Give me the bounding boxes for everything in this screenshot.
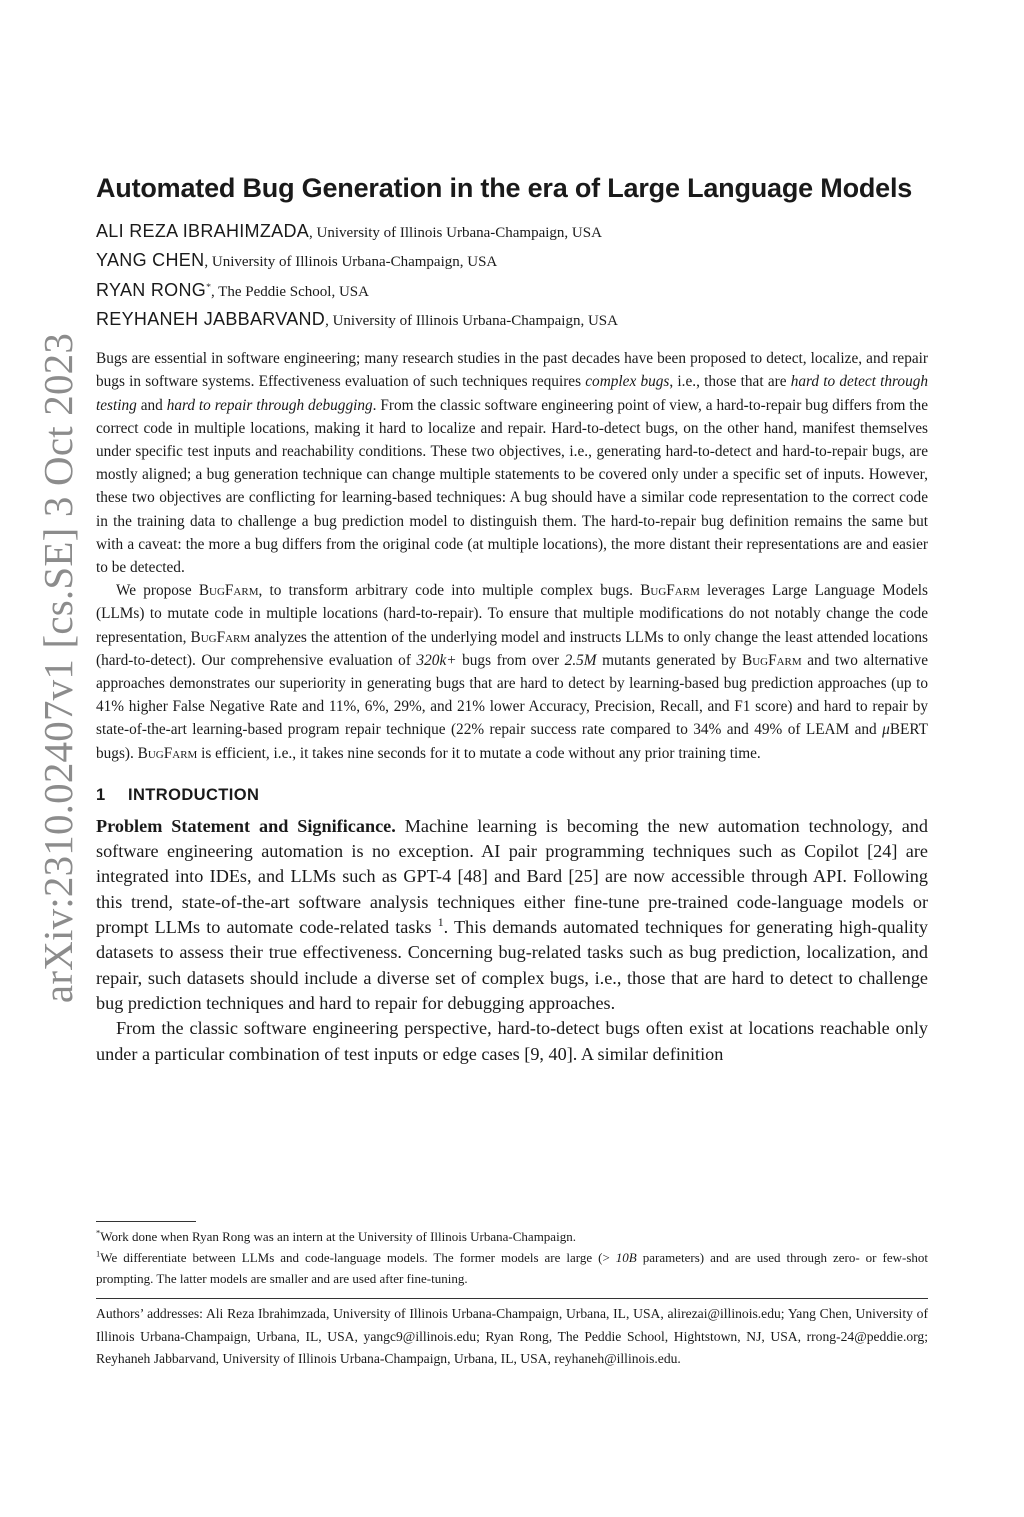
arxiv-identifier-stamp: arXiv:2310.02407v1 [cs.SE] 3 Oct 2023	[35, 332, 81, 1004]
author-entry	[96, 247, 928, 276]
tool-name: BugFarm	[137, 744, 198, 762]
author-name: REYHANEH JABBARVAND	[96, 308, 326, 329]
author-affiliation: , University of Illinois Urbana-Champaign, USA	[325, 312, 618, 329]
abstract-paragraph: Bugs are essential in software engineering; many research studies in the past decades have been proposed to detect, localize, and repair bugs in software systems. Effectiveness evaluation of such techniques requires complex bugs, i.e., those that are hard to detect through testing and hard to repair through debugging. From the classic software engineering point of view, a hard-to-repair bug differs from the correct code in multiple locations, making it hard to localize and repair. Hard-to-detect bugs, on the other hand, manifest themselves under specific test inputs and reachability conditions. These two objectives, i.e., generating hard-to-detect and hard-to-repair bugs, are mostly aligned; a bug generation technique can change multiple statements to be covered only under a specific set of inputs. However, these two objectives are conflicting for learning-based techniques: A bug should have a similar code representation to the correct code in the training data to challenge a bug prediction model to distinguish them. The hard-to-repair bug definition remains the same but with a caveat: the more a bug differs from the original code (at multiple locations), the more distant their representations are and easier to be detected.	[96, 350, 929, 577]
author-list	[96, 218, 928, 335]
author-name: ALI REZA IBRAHIMZADA	[96, 221, 310, 241]
introduction-body	[96, 814, 928, 1067]
body-paragraph: Problem Statement and Significance. Machine learning is becoming the new automation technology, and software engineering automation is no exception. AI pair programming techniques such as Copilot [24] are integrated into IDEs, and LLMs such as GPT-4 [48] and Bard [25] are now accessible through API. Following this trend, state-of-the-art software analysis techniques either fine-tune pre-trained code-language models or prompt LLMs to automate code-related tasks $^1$. This demands automated techniques for generating high-quality datasets to assess their true effectiveness. Concerning bug-related tasks such as bug prediction, localization, and repair, such datasets should include a diverse set of complex bugs, i.e., those that are hard to detect to challenge bug prediction techniques and hard to repair for debugging approaches.	[96, 815, 928, 1013]
section-number: 1	[96, 785, 106, 804]
author-entry	[96, 218, 928, 247]
footnotes	[96, 1226, 928, 1289]
emphasis: hard to detect through testing	[96, 373, 929, 414]
footnote-divider	[96, 1221, 196, 1222]
math: 320k+	[416, 651, 457, 669]
author-footnote-mark: *	[206, 281, 211, 293]
math: 10B	[615, 1250, 637, 1265]
footnote: *Work done when Ryan Rong was an intern at the University of Illinois Urbana-Champaign.	[96, 1227, 576, 1244]
math: 2.5M	[564, 651, 597, 669]
tool-name: BugFarm	[640, 582, 700, 600]
tool-name: BugFarm	[742, 651, 802, 669]
section-heading	[96, 783, 928, 807]
section-title: INTRODUCTION	[128, 785, 260, 804]
paper-first-page	[96, 170, 928, 1067]
paper-title: Automated Bug Generation in the era of Large Language Models	[96, 173, 913, 203]
address-divider	[96, 1298, 928, 1299]
math: μ	[882, 721, 890, 739]
author-entry	[96, 306, 928, 335]
author-name: YANG CHEN	[96, 250, 205, 271]
tool-name: BugFarm	[190, 628, 251, 646]
abstract	[96, 347, 928, 765]
body-paragraph: From the classic software engineering perspective, hard-to-detect bugs often exist at locations reachable only under a particular combination of test inputs or edge cases [9, 40]. A similar definition	[96, 1018, 928, 1064]
author-addresses: Authors’ addresses: Ali Reza Ibrahimzada, University of Illinois Urbana-Champaign, Urbana, IL, USA, alirezai@illinois.edu; Yang Chen, University of Illinois Urbana-Champaign, Urbana, IL, USA, yangc9@illinois.edu; Ryan Rong, The Peddie School, Hightstown, NJ, USA, rrong-24@peddie.org; Reyhaneh Jabbarvand, University of Illinois Urbana-Champaign, Urbana, IL, USA, reyhaneh@illinois.edu.	[96, 1306, 928, 1366]
author-affiliation: , University of Illinois Urbana-Champaign, USA	[204, 254, 498, 271]
paragraph-heading: Problem Statement and Significance.	[96, 815, 396, 836]
emphasis: hard to repair through debugging	[166, 396, 373, 414]
tool-name: BugFarm	[198, 582, 259, 600]
footnote: $^1$We differentiate between LLMs and code-language models. The former models are large (> 10B parameters) and are used through zero- or few-shot prompting. The latter models are smaller and are used after fine-tuning.	[96, 1248, 928, 1286]
author-name: RYAN RONG	[96, 279, 207, 300]
author-affiliation: , University of Illinois Urbana-Champaign, USA	[309, 225, 602, 241]
abstract-paragraph: We propose BugFarm, to transform arbitrary code into multiple complex bugs. BugFarm leverages Large Language Models (LLMs) to mutate code in multiple locations (hard-to-repair). To ensure that multiple modifications do not notably change the code representation, BugFarm analyzes the attention of the underlying model and instructs LLMs to only change the least attended locations (hard-to-detect). Our comprehensive evaluation of 320k+ bugs from over 2.5M mutants generated by BugFarm and two alternative approaches demonstrates our superiority in generating bugs that are hard to detect by learning-based bug prediction approaches (up to 41% higher False Negative Rate and 11%, 6%, 29%, and 21% lower Accuracy, Precision, Recall, and F1 score) and hard to repair by state-of-the-art learning-based program repair technique (22% repair success rate compared to 34% and 49% of LEAM and μBERT bugs). BugFarm is efficient, i.e., it takes nine seconds for it to mutate a code without any prior training time.	[96, 582, 929, 762]
emphasis: complex bugs	[585, 373, 670, 391]
author-affiliation: , The Peddie School, USA	[210, 283, 369, 300]
author-entry	[96, 277, 928, 306]
footnote-ref: 1	[437, 914, 444, 929]
